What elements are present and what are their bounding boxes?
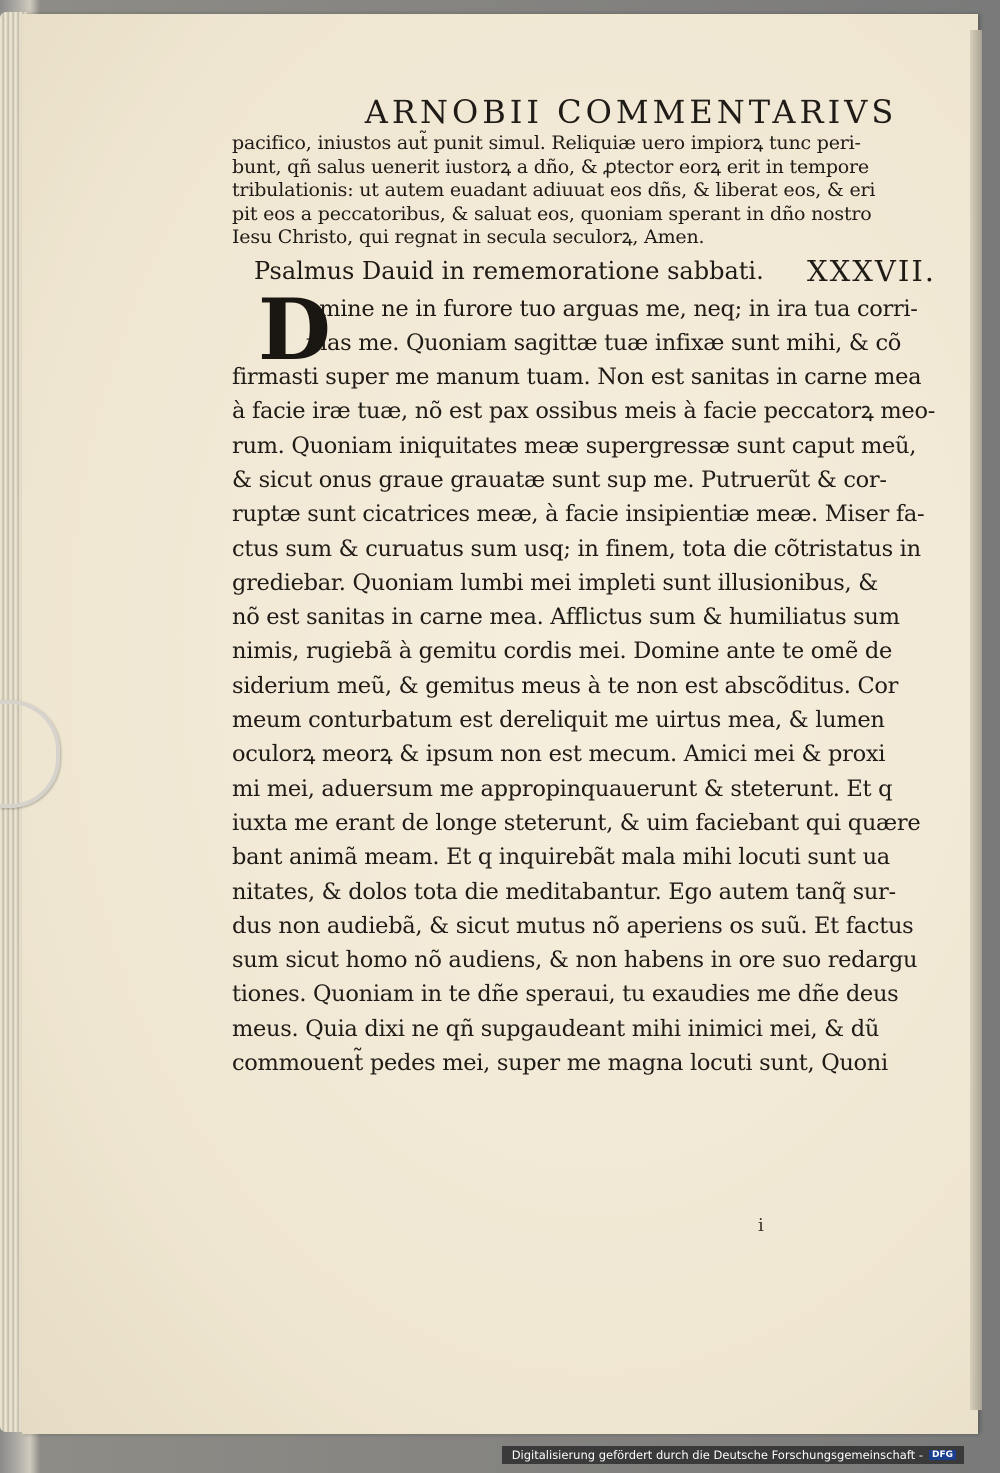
footer-credit: Digitalisierung gefördert durch die Deutsche Forschungsgemeinschaft - — [511, 1448, 923, 1462]
commentary-text — [232, 132, 940, 250]
commentary-line: pit eos a peccatoribus, & saluat eos, quoniam sperant in dño nostro — [232, 202, 872, 225]
stray-ink-mark: i — [758, 1215, 764, 1236]
psalm-heading — [232, 252, 940, 290]
psalm-line: ctus sum & curuatus sum usq; in finem, tota die cõtristatus in — [232, 535, 921, 562]
drop-cap-initial: D — [258, 279, 331, 379]
page-right-edge — [970, 30, 982, 1410]
psalm-line: firmasti super me manum tuam. Non est sanitas in carne mea — [232, 364, 922, 391]
commentary-line: bunt, qñ salus uenerit iustorꝝ a dño, & ꝓtector eorꝝ erit in tempore — [232, 155, 869, 178]
psalm-line: pias me. Quoniam sagittæ tuæ infixæ sunt mihi, & cõ — [306, 329, 901, 356]
psalm-number: XXXVII. — [806, 253, 936, 288]
commentary-line: tribulationis: ut autem euadant adiuuat eos dñs, & liberat eos, & eri — [232, 179, 876, 201]
psalm-line: nitates, & dolos tota die meditabantur. Ego autem tanq̃ sur- — [232, 878, 896, 905]
psalm-line: meus. Quia dixi ne qñ supgaudeant mihi inimici mei, & dũ — [232, 1015, 880, 1042]
psalm-line: sum sicut homo nõ audiens, & non habens in ore suo redargu — [232, 947, 918, 974]
psalm-line: nõ est sanitas in carne mea. Afflictus sum & humiliatus sum — [232, 604, 900, 631]
psalm-line: commouent̃ pedes mei, super me magna locuti sunt, Quoni — [232, 1050, 888, 1077]
psalm-line: dus non audiebã, & sicut mutus nõ aperiens os suũ. Et factus — [232, 912, 914, 939]
psalm-line: ruptæ sunt cicatrices meæ, à facie insipientiæ meæ. Miser fa- — [232, 501, 925, 528]
dfg-logo-icon: DFG — [929, 1450, 956, 1460]
running-head: ARNOBII COMMENTARIVS — [364, 93, 898, 131]
psalm-line: rum. Quoniam iniquitates meæ supergressæ sunt caput meũ, — [232, 432, 917, 459]
text-block — [232, 92, 940, 1080]
psalm-line: iuxta me erant de longe steterunt, & uim faciebant qui quære — [232, 809, 921, 836]
psalm-line: omine ne in furore tuo arguas me, neq; in ira tua corri- — [306, 295, 918, 322]
psalm-line: bant animã meam. Et q inquirebãt mala mihi locuti sunt ua — [232, 844, 890, 871]
digitization-footer — [502, 1446, 964, 1464]
psalm-line: mi mei, aduersum me appropinquauerunt & steterunt. Et q — [232, 775, 893, 802]
commentary-line: pacifico, iniustos aut̃ punit simul. Reliquiæ uero impiorꝝ tunc peri- — [232, 132, 861, 154]
psalm-title: Psalmus Dauid in rememoratione sabbati. — [254, 256, 764, 285]
psalm-line: nimis, rugiebã à gemitu cordis mei. Domine ante te omẽ de — [232, 638, 893, 665]
psalm-line: à facie iræ tuæ, nõ est pax ossibus meis à facie peccatorꝝ meo- — [232, 398, 935, 425]
psalm-line: tiones. Quoniam in te dñe speraui, tu exaudies me dñe deus — [232, 981, 899, 1008]
commentary-line: Iesu Christo, qui regnat in secula seculorꝝ, Amen. — [232, 226, 705, 248]
psalm-line: meum conturbatum est dereliquit me uirtus mea, & lumen — [232, 707, 885, 734]
psalm-line: & sicut onus graue grauatæ sunt sup me. Putruerũt & cor- — [232, 466, 887, 493]
psalm-line: grediebar. Quoniam lumbi mei impleti sunt illusionibus, & — [232, 569, 878, 596]
psalm-line: siderium meũ, & gemitus meus à te non est abscõditus. Cor — [232, 672, 899, 699]
psalm-line: oculorꝝ meorꝝ & ipsum non est mecum. Amici mei & proxi — [232, 741, 886, 768]
psalm-text — [232, 279, 940, 1081]
